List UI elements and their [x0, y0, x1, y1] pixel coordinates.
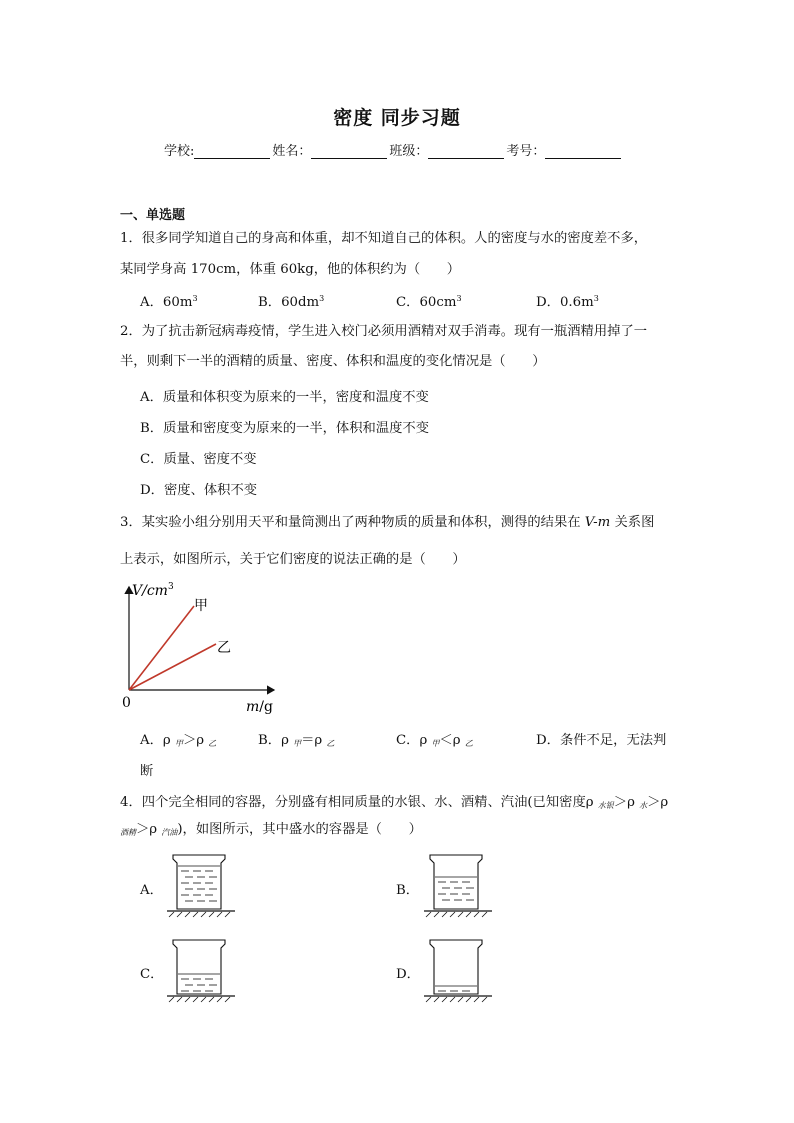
student-info-line	[164, 140, 623, 159]
q3-option-a: A．ρ $_甲$＞ρ $_乙$	[140, 733, 217, 748]
name-label: 姓名：	[272, 144, 312, 159]
q1-line2: 某同学身高 170cm，体重 60kg，他的体积约为（ ）	[120, 262, 461, 277]
school-label: 学校:	[164, 144, 195, 159]
section-heading: 一、单选题	[120, 208, 186, 223]
q2-option-c: C．质量、密度不变	[140, 452, 257, 467]
q2-line2: 半，则剩下一半的酒精的质量、密度、体积和温度的变化情况是（ ）	[120, 354, 546, 369]
q1-option-c: C．$60cm^3$	[396, 294, 462, 310]
q4-option-a: A．	[140, 883, 163, 898]
q3-line1: 3．某实验小组分别用天平和量筒测出了两种物质的质量和体积，测得的结果在 V-m 关系图	[120, 515, 655, 530]
q1-option-a: A．$60m^3$	[140, 294, 198, 310]
q4-line2: $_{酒精}$＞ρ $_{汽油}$)，如图所示，其中盛水的容器是（ ）	[120, 822, 422, 837]
q4-option-c: C．	[140, 967, 164, 982]
q2-line1: 2．为了抗击新冠病毒疫情，学生进入校门必须用酒精对双手消毒。现有一瓶酒精用掉了一	[120, 324, 648, 339]
q2-option-b: B．质量和密度变为原来的一半，体积和温度不变	[140, 421, 430, 436]
q2-option-d: D．密度、体积不变	[140, 483, 258, 498]
beaker-a-figure	[165, 851, 237, 921]
q3-option-d-cont: 断	[140, 764, 154, 779]
exam-number-blank	[545, 145, 621, 159]
class-blank	[428, 145, 504, 159]
q1-option-b: B．$60dm^3$	[258, 294, 325, 310]
vm-graph	[116, 575, 286, 715]
q4-option-d: D．	[396, 967, 420, 982]
line-label-jia: 甲	[194, 598, 208, 614]
exam-number-label: 考号：	[506, 144, 546, 159]
x-axis-label: m/g	[246, 699, 273, 715]
q3-line2: 上表示，如图所示，关于它们密度的说法正确的是（ ）	[120, 552, 466, 567]
q3-option-d: D．条件不足，无法判	[536, 733, 667, 748]
origin-label: 0	[122, 695, 131, 711]
q4-line1: 4．四个完全相同的容器，分别盛有相同质量的水银、水、酒精、汽油(已知密度ρ $_{水银}$＞ρ $_水$＞ρ	[120, 795, 669, 810]
class-label: 班级：	[389, 144, 429, 159]
q1-line1: 1．很多同学知道自己的身高和体重，却不知道自己的体积。人的密度与水的密度差不多，	[120, 231, 648, 246]
q3-option-c: C．ρ $_甲$＜ρ $_乙$	[396, 733, 473, 748]
name-blank	[311, 145, 387, 159]
q2-option-a: A．质量和体积变为原来的一半，密度和温度不变	[140, 390, 429, 405]
beaker-b-figure	[422, 851, 494, 921]
q4-option-b: B．	[396, 883, 420, 898]
q1-option-d: D．$0.6m^3$	[536, 294, 599, 310]
beaker-c-figure	[165, 936, 237, 1006]
q3-option-b: B．ρ $_甲$＝ρ $_乙$	[258, 733, 335, 748]
line-label-yi: 乙	[217, 640, 231, 656]
y-axis-label: $V/cm^3$	[132, 582, 174, 599]
page-title: 密度 同步习题	[333, 107, 461, 129]
line-yi	[129, 644, 216, 690]
line-jia	[129, 606, 194, 690]
school-blank	[194, 145, 270, 159]
beaker-d-figure	[422, 936, 494, 1006]
